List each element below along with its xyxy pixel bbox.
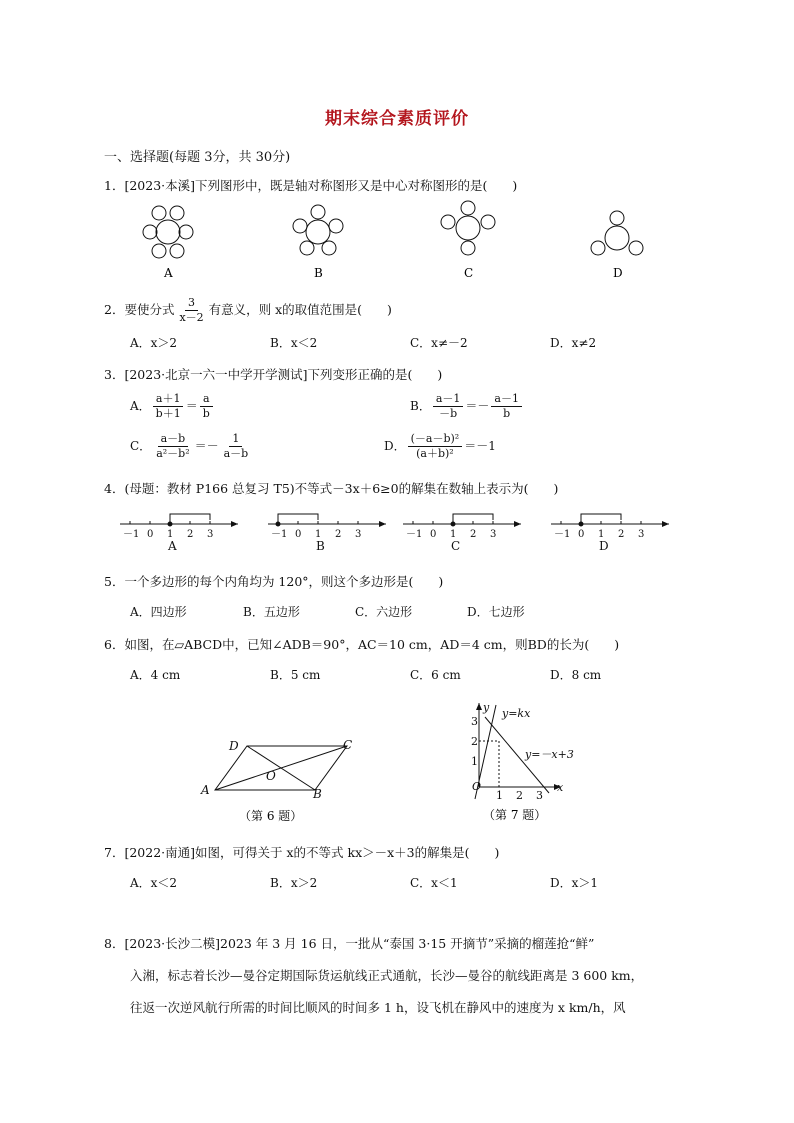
q6-option-c: C．6 cm <box>410 668 461 682</box>
q2-option-d: D．x≠2 <box>550 336 597 350</box>
q2-pre: 2．要使分式 <box>104 302 175 317</box>
question-3-stem: 3．[2023·北京一六一中学开学测试]下列变形正确的是( ) <box>104 367 443 382</box>
q7-option-d: D．x＞1 <box>550 876 599 890</box>
q6-option-b: B．5 cm <box>270 668 321 682</box>
q3-a-eq: ＝ <box>185 399 198 413</box>
number-line-tick-label: －1 <box>123 529 140 540</box>
number-line-tick-label: 1 <box>598 529 605 540</box>
figure-d-flower <box>591 211 643 255</box>
fig7-line2-label: y=－x+3 <box>525 748 574 761</box>
solution-endpoint-dot <box>451 522 455 526</box>
q2-post: 有意义，则 x的取值范围是( ) <box>208 302 392 317</box>
number-line-tick-label: 2 <box>470 529 477 540</box>
q3-d-d1: (a＋b)² <box>416 447 454 460</box>
fig7-xtick-2: 2 <box>516 789 523 802</box>
q3-c-eq: ＝－ <box>194 439 219 453</box>
solution-endpoint-dot <box>168 522 172 526</box>
q6-option-a: A．4 cm <box>130 668 181 682</box>
figure-7-graph <box>455 697 580 830</box>
fig7-ytick-3: 3 <box>471 715 478 728</box>
number-line-tick-label: 0 <box>295 529 302 540</box>
q3-option-d <box>384 432 496 461</box>
number-line-tick-label: －1 <box>271 529 288 540</box>
figure-a-flower <box>143 206 193 258</box>
page-title: 期末综合素质评价 <box>325 109 469 129</box>
number-line-tick-label: 2 <box>335 529 342 540</box>
fig6-label-o: O <box>266 769 276 783</box>
fig7-xtick-3: 3 <box>536 789 543 802</box>
q2-option-c: C．x≠－2 <box>410 336 468 350</box>
q3-a-label: A． <box>130 399 151 413</box>
fig6-label-a: A <box>201 783 210 797</box>
number-line-tick-label: －1 <box>406 529 423 540</box>
q3-d-n1: (－a－b)² <box>408 432 463 447</box>
q3-d-eq: ＝－1 <box>464 439 496 453</box>
fig7-caption: （第 7 题） <box>483 808 547 822</box>
question-1-figures <box>120 196 680 286</box>
q3-a-d1: b＋1 <box>155 407 181 420</box>
q3-option-c <box>130 432 253 461</box>
q2-option-b: B．x＜2 <box>270 336 318 350</box>
q3-c-label: C． <box>130 439 152 453</box>
q2-fraction <box>176 296 206 325</box>
q3-b-n2: a－1 <box>491 392 522 407</box>
q2-num: 3 <box>185 296 198 311</box>
q2-option-a: A．x＞2 <box>130 336 178 350</box>
question-5-stem: 5．一个多边形的每个内角均为 120°，则这个多边形是( ) <box>104 574 444 589</box>
q3-b-d2: b <box>503 407 511 420</box>
fig7-xtick-1: 1 <box>496 789 503 802</box>
fig6-label-b: B <box>313 787 322 801</box>
q3-a-n1: a＋1 <box>153 392 184 407</box>
q3-b-n1: a－1 <box>433 392 464 407</box>
question-2-stem <box>104 296 392 325</box>
fig7-y-label: y <box>483 701 490 714</box>
solution-endpoint-dot <box>276 522 280 526</box>
number-line-tick-label: 1 <box>450 529 457 540</box>
q3-c-n1: a－b <box>158 432 189 447</box>
fig7-x-label: x <box>557 781 564 794</box>
number-line-tick-label: 3 <box>355 529 362 540</box>
question-8-line-3: 往返一次逆风航行所需的时间比顺风的时间多 1 h，设飞机在静风中的速度为 x km/h，风 <box>130 1000 626 1015</box>
solution-endpoint-dot <box>579 522 583 526</box>
q3-option-b <box>410 392 524 421</box>
question-6-stem: 6．如图，在▱ABCD中，已知∠ADB＝90°，AC＝10 cm，AD＝4 cm，则BD的长为( ) <box>104 637 620 652</box>
question-8-line-2: 入湘，标志着长沙—曼谷定期国际货运航线正式通航，长沙—曼谷的航线距离是 3 600 km， <box>130 968 644 983</box>
q3-option-a <box>130 392 215 421</box>
number-line-tick-label: 1 <box>167 529 174 540</box>
number-line-option-label: C <box>451 539 461 553</box>
q3-c-d2: a－b <box>223 447 249 460</box>
q7-option-c: C．x＜1 <box>410 876 458 890</box>
figure-label-d: D <box>613 266 623 280</box>
q5-option-a: A．四边形 <box>130 605 187 619</box>
fig7-ytick-1: 1 <box>471 755 478 768</box>
number-line-tick-label: 0 <box>578 529 585 540</box>
question-4-number-lines <box>115 505 675 560</box>
number-line-tick-label: 2 <box>187 529 194 540</box>
q6-option-d: D．8 cm <box>550 668 602 682</box>
number-line-tick-label: 3 <box>207 529 214 540</box>
fig6-label-d: D <box>229 739 239 753</box>
fig7-ytick-2: 2 <box>471 735 478 748</box>
number-line-tick-label: －1 <box>554 529 571 540</box>
number-line-tick-label: 0 <box>147 529 154 540</box>
figure-c-flower <box>441 201 495 255</box>
question-8-line-1: 8．[2023·长沙二模]2023 年 3 月 16 日，一批从“泰国 3·15 开摘节”采摘的榴莲抢“鲜” <box>104 936 595 951</box>
number-line-option-label: A <box>168 539 177 553</box>
figure-label-a: A <box>164 266 173 280</box>
fig6-label-c: C <box>343 738 353 752</box>
number-line-tick-label: 0 <box>430 529 437 540</box>
q3-c-n2: 1 <box>229 432 242 447</box>
fig7-origin: O <box>472 780 482 793</box>
number-line-tick-label: 3 <box>638 529 645 540</box>
q3-b-d1: －b <box>439 407 458 420</box>
number-line-tick-label: 2 <box>618 529 625 540</box>
fig7-line1-label: y=kx <box>502 707 531 720</box>
q3-b-label: B． <box>410 399 431 413</box>
question-1-stem: 1．[2023·本溪]下列图形中，既是轴对称图形又是中心对称图形的是( ) <box>104 178 518 193</box>
q7-option-b: B．x＞2 <box>270 876 318 890</box>
number-line-option-label: B <box>316 539 325 553</box>
number-line-tick-label: 3 <box>490 529 497 540</box>
q3-d-label: D． <box>384 439 406 453</box>
number-line-tick-label: 1 <box>315 529 322 540</box>
q3-c-d1: a²－b² <box>156 447 190 460</box>
section-heading: 一、选择题(每题 3分，共 30分) <box>104 150 291 165</box>
q3-b-eq: ＝－ <box>465 399 490 413</box>
figure-b-flower <box>293 205 343 255</box>
question-4-stem: 4．(母题：教材 P166 总复习 T5)不等式－3x＋6≥0的解集在数轴上表示为( ) <box>104 481 559 496</box>
q2-den: x－2 <box>179 311 204 324</box>
q5-option-d: D．七边形 <box>467 605 525 619</box>
question-7-stem: 7．[2022·南通]如图，可得关于 x的不等式 kx＞－x＋3的解集是( ) <box>104 845 500 860</box>
q5-option-b: B．五边形 <box>243 605 300 619</box>
q7-option-a: A．x＜2 <box>130 876 178 890</box>
figure-label-c: C <box>464 266 474 280</box>
number-line-option-label: D <box>599 539 609 553</box>
q5-option-c: C．六边形 <box>355 605 413 619</box>
figure-6-parallelogram <box>195 730 370 830</box>
q3-a-d2: b <box>202 407 210 420</box>
q3-a-n2: a <box>200 392 213 407</box>
fig6-caption: （第 6 题） <box>239 809 303 823</box>
figure-label-b: B <box>314 266 323 280</box>
